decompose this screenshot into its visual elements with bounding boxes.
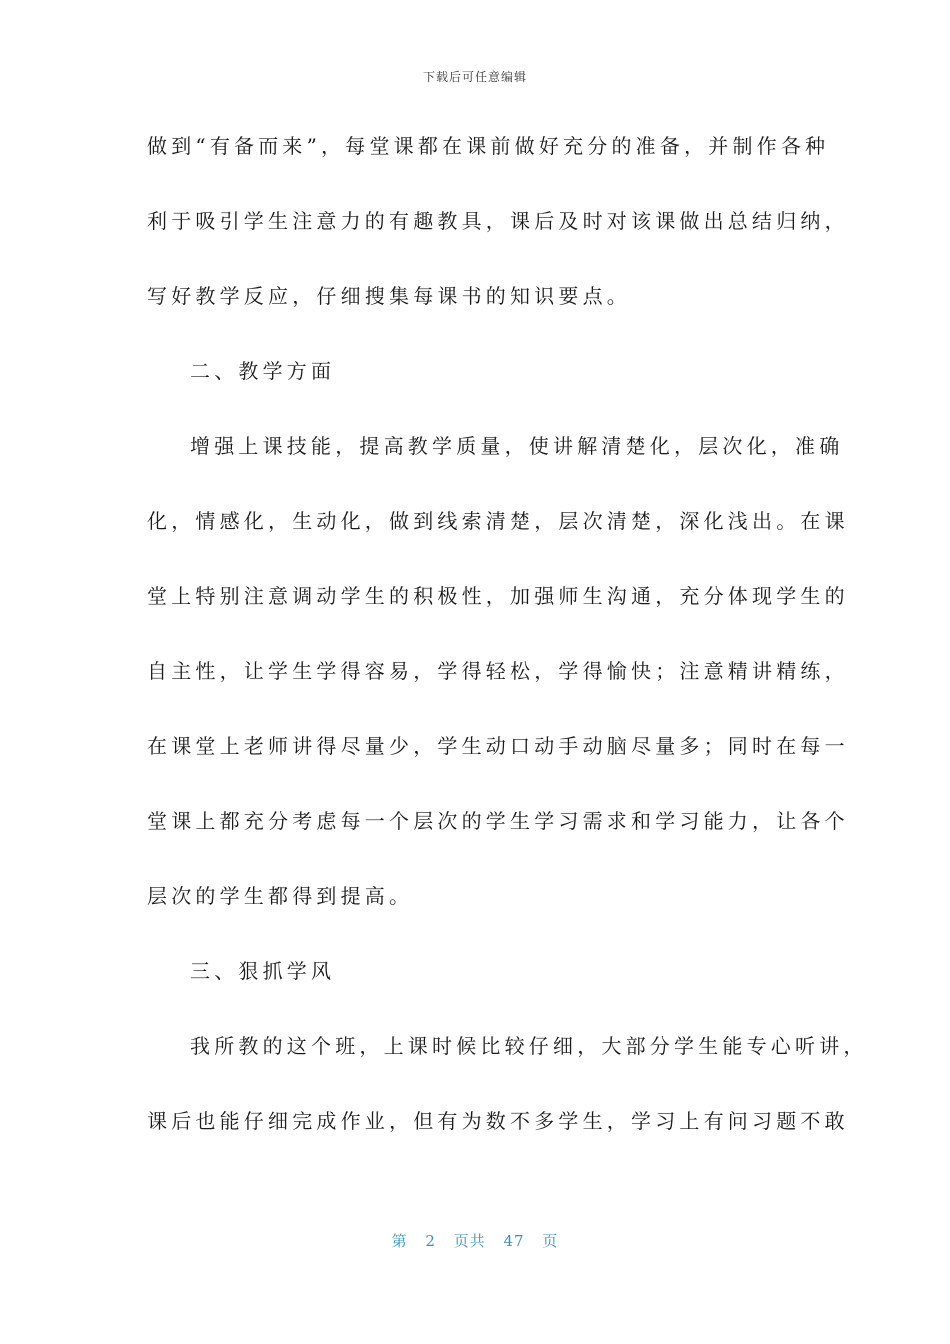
paragraph-line: 自主性，让学生学得容易，学得轻松，学得愉快；注意精讲精练， xyxy=(147,659,849,683)
section-heading: 二、教学方面 xyxy=(190,359,336,383)
paragraph-line: 做到“有备而来”，每堂课都在课前做好充分的准备，并制作各种 xyxy=(147,134,830,158)
paragraph-line: 层次的学生都得到提高。 xyxy=(147,884,414,908)
paragraph-line: 我所教的这个班，上课时候比较仔细，大部分学生能专心听讲， xyxy=(190,1034,868,1058)
paragraph-line: 课后也能仔细完成作业，但有为数不多学生，学习上有问习题不敢 xyxy=(147,1109,849,1133)
paragraph-line: 在课堂上老师讲得尽量少，学生动口动手动脑尽量多；同时在每一 xyxy=(147,734,849,758)
page-header: 下载后可任意编辑 xyxy=(422,70,527,84)
paragraph-line: 堂课上都充分考虑每一个层次的学生学习需求和学习能力，让各个 xyxy=(147,809,849,833)
paragraph-line: 化，情感化，生动化，做到线索清楚，层次清楚，深化浅出。在课 xyxy=(147,509,849,533)
section-heading: 三、狠抓学风 xyxy=(190,959,336,983)
paragraph-line: 写好教学反应，仔细搜集每课书的知识要点。 xyxy=(147,284,631,308)
paragraph-line: 利于吸引学生注意力的有趣教具，课后及时对该课做出总结归纳， xyxy=(147,209,849,233)
paragraph-line: 堂上特别注意调动学生的积极性，加强师生沟通，充分体现学生的 xyxy=(147,584,849,608)
paragraph-line: 增强上课技能，提高教学质量，使讲解清楚化，层次化，准确 xyxy=(190,434,844,458)
page-number-footer: 第 2 页共 47 页 xyxy=(391,1232,559,1250)
